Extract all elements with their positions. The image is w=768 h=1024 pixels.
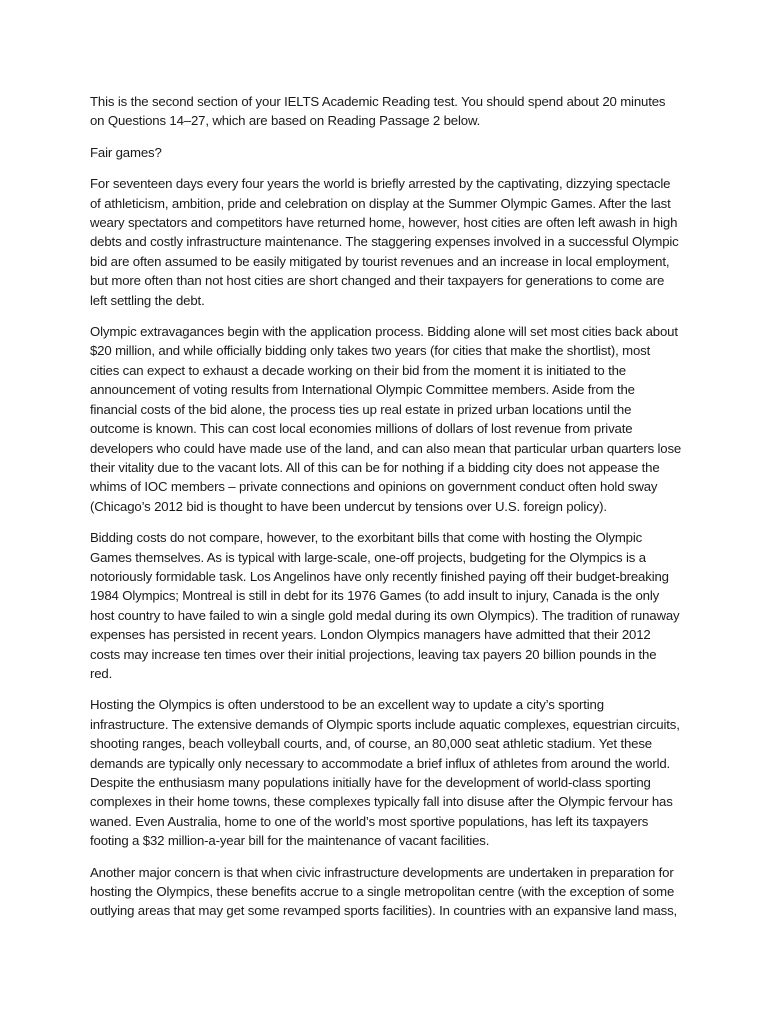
paragraph-4: Hosting the Olympics is often understood to be an excellent way to update a city’s sporting infrastructure. The extensive demands of Olympic sports include aquatic complexes, equestrian circuits, shooting ranges, beach volleyball courts, and, of course, an 80,000 seat athletic stadium. Yet these demands are typically only necessary to accommodate a brief influx of athletes from around the world. Despite the enthusiasm many populations initially have for the development of world-class sporting complexes in their home towns, these complexes typically fall into disuse after the Olympic fervour has waned. Even Australia, home to one of the world’s most sportive populations, has left its taxpayers footing a $32 million-a-year bill for the maintenance of vacant facilities. (90, 697, 680, 849)
passage-title: Fair games? (90, 144, 162, 160)
paragraph-3: Bidding costs do not compare, however, to the exorbitant bills that come with hosting the Olympic Games themselves. As is typical with large-scale, one-off projects, budgeting for the Olympics is a notoriously formidable task. Los Angelinos have only recently finished paying off their budget-breaking 1984 Olympics; Montreal is still in debt for its 1976 Games (to add insult to injury, Canada is the only host country to have failed to win a single gold medal during its own Olympics). The tradition of runaway expenses has persisted in recent years. London Olympics managers have admitted that their 2012 costs may increase ten times over their initial projections, leaving tax payers 20 billion pounds in the red. (90, 530, 680, 681)
paragraph-2: Olympic extravagances begin with the application process. Bidding alone will set most cities back about $20 million, and while officially bidding only takes two years (for cities that make the shortlist), most cities can expect to exhaust a decade working on their bid from the moment it is initiated to the announcement of voting results from International Olympic Committee members. Aside from the financial costs of the bid alone, the process ties up real estate in prized urban locations until the outcome is known. This can cost local economies millions of dollars of lost revenue from private developers who could have made use of the land, and can also mean that particular urban quarters lose their vitality due to the vacant lots. All of this can be for nothing if a bidding city does not appease the whims of IOC members – private connections and opinions on government conduct often hold sway (Chicago’s 2012 bid is thought to have been undercut by tensions over U.S. foreign policy). (90, 324, 682, 514)
paragraph-5: Another major concern is that when civic infrastructure developments are undertaken in preparation for hosting the Olympics, these benefits accrue to a single metropolitan centre (with the exception of some outlying areas that may get some revamped sports facilities). In countries with an expansive land mass, (90, 864, 678, 919)
paragraph-1: For seventeen days every four years the world is briefly arrested by the captivating, dizzying spectacle of athleticism, ambition, pride and celebration on display at the Summer Olympic Games. After the last weary spectators and competitors have returned home, however, host cities are often left awash in high debts and costly infrastructure maintenance. The staggering expenses involved in a successful Olympic bid are often assumed to be easily mitigated by tourist revenues and an increase in local employment, but more often than not host cities are short changed and their taxpayers for generations to come are left settling the debt. (90, 176, 679, 308)
intro-instructions: This is the second section of your IELTS Academic Reading test. You should spend about 20 minutes on Questions 14–27, which are based on Reading Passage 2 below. (90, 94, 666, 129)
reading-passage-page (90, 92, 682, 933)
